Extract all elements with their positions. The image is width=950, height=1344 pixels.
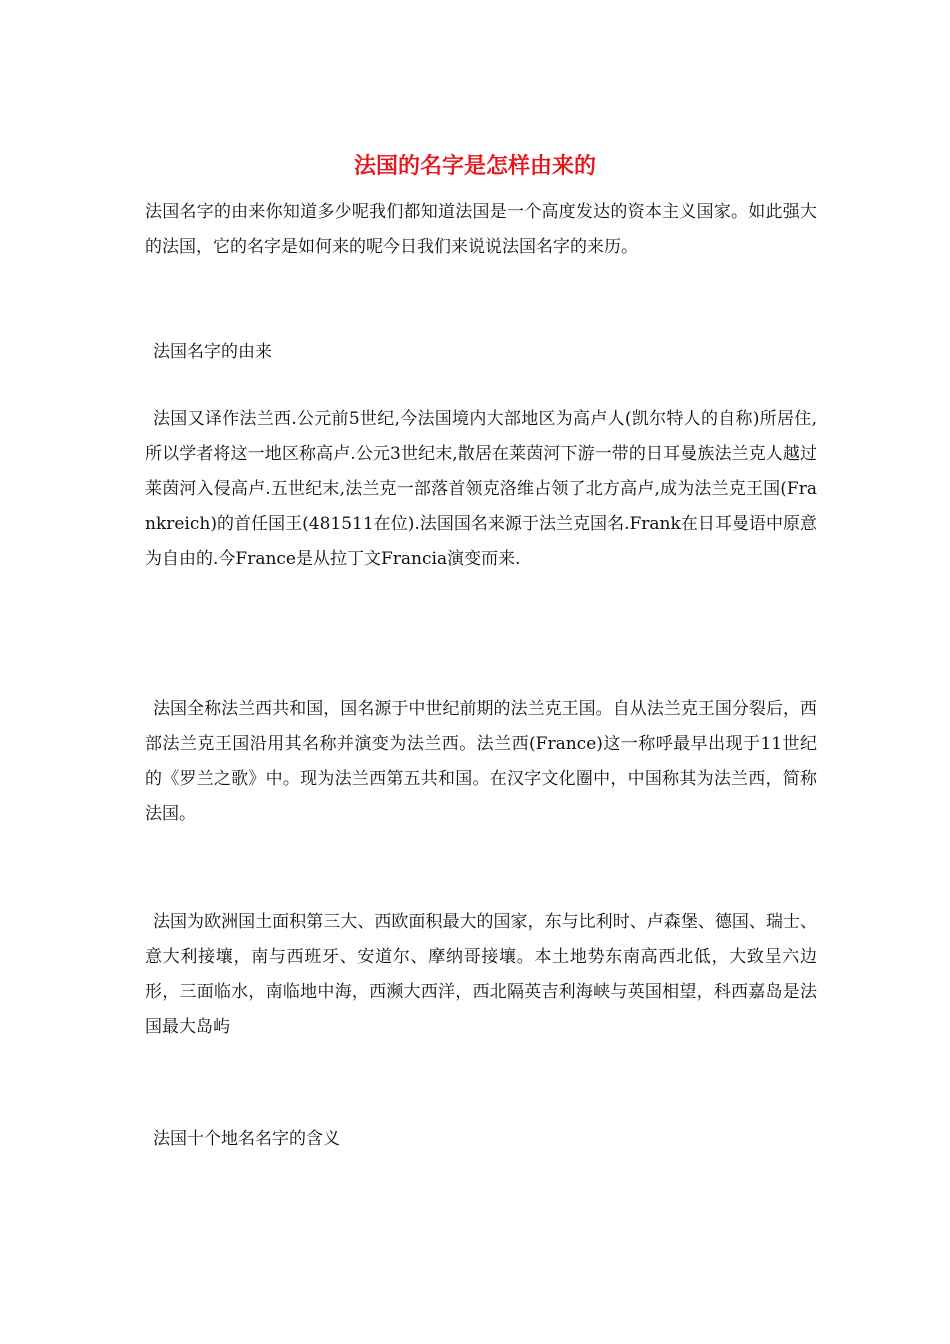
paragraph-history: 法国又译作法兰西.公元前5世纪,今法国境内大部地区为高卢人(凯尔特人的自称)所居住,所以学者将这一地区称高卢.公元3世纪末,散居在莱茵河下游一带的日耳曼族法兰克人越过莱茵河入侵高卢.五世纪末,法兰克一部落首领克洛维占领了北方高卢,成为法兰克王国(Frankreich)的首任国王(481511在位).法国国名来源于法兰克国名.Frank在日耳曼语中原意为自由的.今France是从拉丁文Francia演变而来. [145, 409, 817, 569]
intro-paragraph: 法国名字的由来你知道多少呢我们都知道法国是一个高度发达的资本主义国家。如此强大的法国，它的名字是如何来的呢今日我们来说说法国名字的来历。 [145, 202, 817, 257]
paragraph-geography: 法国为欧洲国土面积第三大、西欧面积最大的国家，东与比利时、卢森堡、德国、瑞士、意大利接壤，南与西班牙、安道尔、摩纳哥接壤。本土地势东南高西北低，大致呈六边形，三面临水，南临地中海，西濒大西洋，西北隔英吉利海峡与英国相望，科西嘉岛是法国最大岛屿 [145, 912, 817, 1037]
section-heading-origin: 法国名字的由来 [153, 342, 272, 362]
paragraph-full-name: 法国全称法兰西共和国，国名源于中世纪前期的法兰克王国。自从法兰克王国分裂后，西部法兰克王国沿用其名称并演变为法兰西。法兰西(France)这一称呼最早出现于11世纪的《罗兰之歌》中。现为法兰西第五共和国。在汉字文化圈中，中国称其为法兰西，简称法国。 [145, 699, 817, 824]
section-heading-place-names: 法国十个地名名字的含义 [153, 1129, 340, 1149]
document-title: 法国的名字是怎样由来的 [353, 154, 596, 179]
